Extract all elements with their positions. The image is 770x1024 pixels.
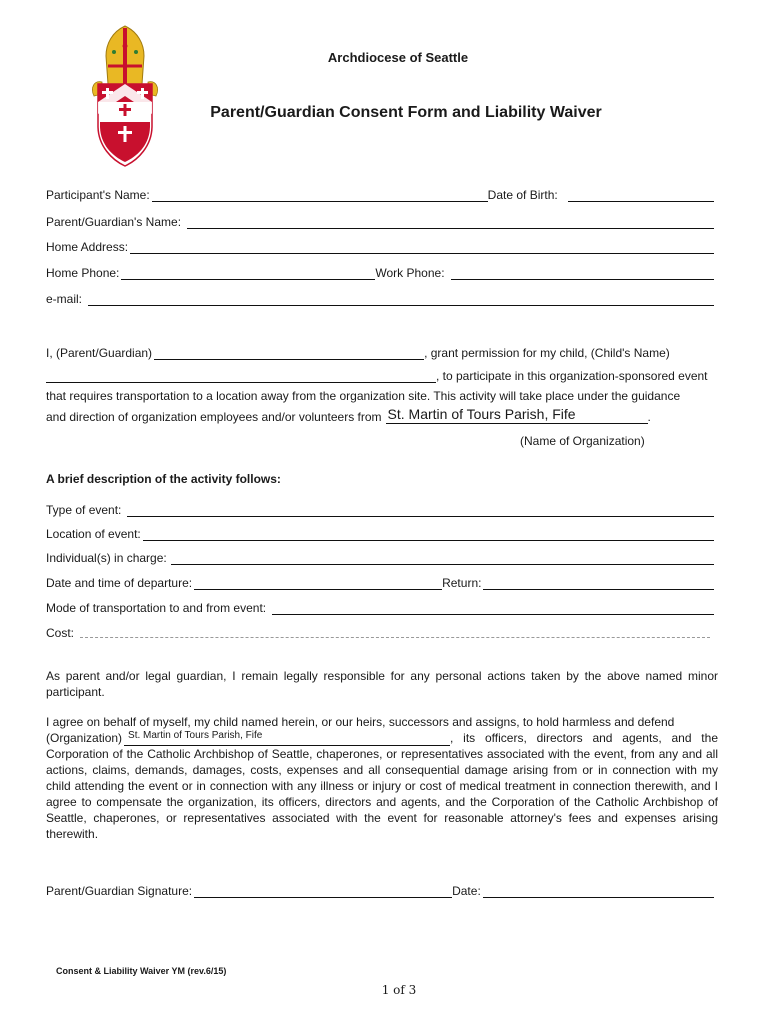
signature-field[interactable]: [194, 885, 452, 898]
child-name-field[interactable]: [46, 370, 436, 383]
agree-org-line: [46, 730, 718, 746]
event-type-label: Type of event:: [46, 503, 122, 517]
signature-label: Parent/Guardian Signature:: [46, 884, 193, 898]
child-name-row: [46, 367, 714, 383]
transport-label: Mode of transportation to and from event:: [46, 601, 267, 615]
return-label: Return:: [442, 576, 482, 590]
guardian-permission-field[interactable]: [154, 347, 424, 360]
transport-row: [46, 599, 714, 615]
event-location-label: Location of event:: [46, 527, 141, 541]
guardian-permission-label: I, (Parent/Guardian): [46, 346, 153, 360]
guardian-permission-row: [46, 344, 714, 360]
transportation-text: that requires transportation to a location away from the organization site. This activity will take place under the guidance: [46, 389, 681, 403]
responsibility-paragraph: As parent and/or legal guardian, I remain legally responsible for any personal actions taken by the above named minor participant.: [46, 669, 718, 699]
organization-name: Archdiocese of Seattle: [327, 50, 469, 65]
organization-label: and direction of organization employees and/or volunteers from: [46, 410, 382, 424]
grant-permission-text: , grant permission for my child, (Child's Name): [424, 346, 670, 360]
signature-date-field[interactable]: [483, 885, 714, 898]
archdiocese-crest-logo: [84, 22, 166, 170]
agree-org-label: (Organization): [46, 731, 123, 745]
home-address-row: [46, 238, 714, 254]
departure-label: Date and time of departure:: [46, 576, 193, 590]
individuals-field[interactable]: [171, 552, 714, 565]
event-type-row: [46, 501, 714, 517]
event-location-row: [46, 525, 714, 541]
agree-after-org: , its officers, directors and agents, and the: [450, 731, 718, 745]
page-title: Parent/Guardian Consent Form and Liability Waiver: [210, 104, 602, 121]
organization-field[interactable]: [386, 406, 648, 424]
activity-heading: A brief description of the activity follows:: [46, 472, 281, 486]
guardian-name-label: Parent/Guardian's Name:: [46, 215, 182, 229]
email-row: [46, 290, 714, 306]
organization-period: .: [647, 410, 651, 424]
participant-name-field[interactable]: [152, 189, 488, 202]
dob-label: Date of Birth:: [487, 188, 558, 202]
hold-harmless-paragraph: [46, 714, 718, 842]
agree-first-line: I agree on behalf of myself, my child named herein, or our heirs, successors and assigns, to hold harmless and defend: [46, 715, 675, 729]
cost-field[interactable]: [80, 637, 710, 638]
participant-name-row: [46, 186, 714, 202]
participant-name-label: Participant's Name:: [46, 188, 150, 202]
organization-caption: (Name of Organization): [520, 434, 645, 448]
home-phone-label: Home Phone:: [46, 266, 120, 280]
dob-field[interactable]: [568, 189, 714, 202]
return-field[interactable]: [483, 577, 714, 590]
departure-row: [46, 574, 714, 590]
event-type-field[interactable]: [127, 504, 714, 517]
email-field[interactable]: [88, 293, 714, 306]
departure-field[interactable]: [194, 577, 442, 590]
event-location-field[interactable]: [143, 528, 714, 541]
transport-field[interactable]: [272, 602, 714, 615]
agree-org-field[interactable]: [124, 732, 450, 746]
participate-text: , to participate in this organization-sponsored event: [436, 369, 708, 383]
guardian-name-row: [46, 213, 714, 229]
home-address-field[interactable]: [130, 241, 714, 254]
form-id: Consent & Liability Waiver YM (rev.6/15): [56, 966, 227, 976]
individuals-row: [46, 549, 714, 565]
individuals-label: Individual(s) in charge:: [46, 551, 167, 565]
organization-row: [46, 408, 714, 424]
home-address-label: Home Address:: [46, 240, 129, 254]
agree-rest: Corporation of the Catholic Archbishop of Seattle, chaperones, or representatives associated with the event, from any and all actions, claims, demands, damages, costs, expenses and all consequential damage arising from or in connection with my child attending the event or in connection with any illness or injury or cost of medical treatment in connection therewith, and I agree to compensate the organization, its officers, directors and agents, and the Corporation of the Catholic Archbishop of Seattle, chaperones, or representatives associated with the event for reasonable attorney's fees and expenses arising therewith.: [46, 747, 718, 841]
work-phone-label: Work Phone:: [375, 266, 445, 280]
page-number: 1 of 3: [381, 983, 417, 997]
agree-org-value: St. Martin of Tours Parish, Fife: [128, 730, 263, 741]
home-phone-field[interactable]: [121, 267, 375, 280]
work-phone-field[interactable]: [451, 267, 714, 280]
organization-value: St. Martin of Tours Parish, Fife: [387, 406, 576, 422]
phone-row: [46, 264, 714, 280]
cost-label: Cost:: [46, 626, 75, 640]
signature-row: [46, 882, 714, 898]
guardian-name-field[interactable]: [187, 216, 714, 229]
email-label: e-mail:: [46, 292, 83, 306]
signature-date-label: Date:: [452, 884, 481, 898]
